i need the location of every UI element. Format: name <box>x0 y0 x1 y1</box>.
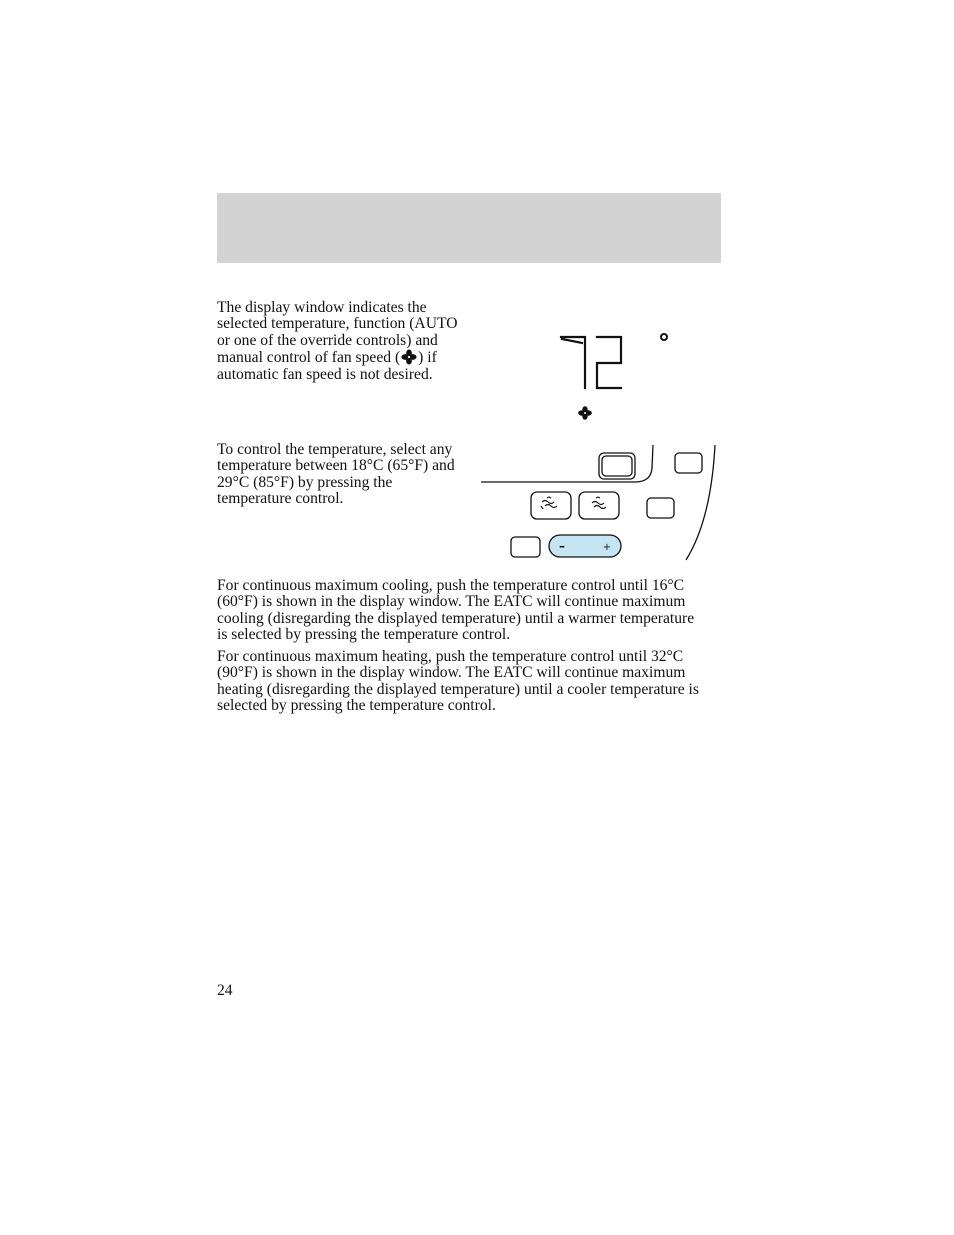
temp-plus-label[interactable]: + <box>602 542 612 553</box>
degree-symbol-icon <box>661 334 667 340</box>
display-paragraph-end: ) if automatic fan speed is not desired. <box>217 349 437 383</box>
display-window-illustration <box>475 325 685 430</box>
control-panel-illustration <box>475 440 725 565</box>
display-window-paragraph <box>217 300 467 383</box>
recirculation-button[interactable] <box>647 498 674 518</box>
temperature-digit-2 <box>597 337 621 388</box>
page-number: 24 <box>217 982 233 999</box>
fan-icon <box>400 349 418 365</box>
temp-minus-label[interactable]: – <box>559 539 565 553</box>
section-header-band <box>217 193 721 263</box>
auto-button[interactable] <box>599 453 635 479</box>
windshield-defrost-button[interactable] <box>579 492 619 519</box>
display-paragraph-start: The display window indicates the selected temperature, function (AUTO or one of the override controls) and manual control of fan speed ( <box>217 299 458 367</box>
max-cooling-paragraph: For continuous maximum cooling, push the temperature control until 16°C (60°F) is shown in the display window. The EATC will continue maximum cooling (disregarding the displayed temperature) until a warmer temperature is selected by pressing the temperature control. <box>217 577 695 644</box>
fan-icon <box>578 406 592 420</box>
defrost-floor-button[interactable] <box>531 492 571 519</box>
temperature-digit-7 <box>561 337 585 388</box>
off-button[interactable] <box>675 453 702 473</box>
fan-speed-button[interactable] <box>511 537 540 557</box>
max-heating-paragraph: For continuous maximum heating, push the temperature control until 32°C (90°F) is shown in the display window. The EATC will continue maximum heating (disregarding the displayed temperature) until a cooler temperature is selected by pressing the temperature control. <box>217 648 699 715</box>
temperature-select-paragraph: To control the temperature, select any temperature between 18°C (65°F) and 29°C (85°F) by pressing the temperature control. <box>217 441 455 508</box>
temperature-control-rocker[interactable] <box>549 535 621 557</box>
